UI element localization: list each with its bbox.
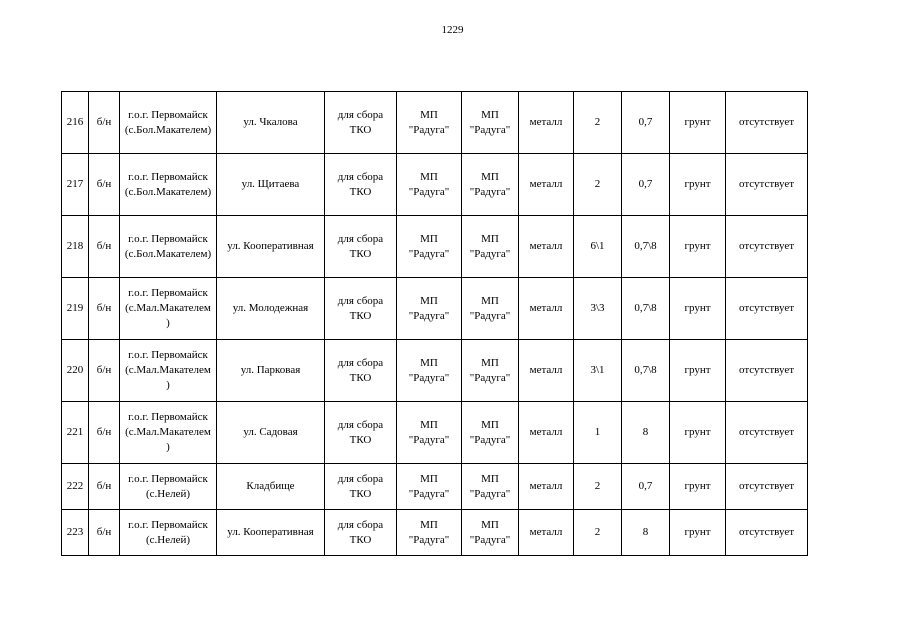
purpose-line-2: ТКО bbox=[349, 533, 372, 546]
purpose-line-1: для сбора bbox=[337, 472, 384, 485]
owner-cell bbox=[397, 154, 462, 216]
surface-cell bbox=[670, 154, 726, 216]
owner-line-1: МП bbox=[420, 232, 438, 245]
container-material: металл bbox=[529, 178, 563, 190]
table-row bbox=[62, 92, 808, 154]
fence-cell bbox=[726, 278, 808, 340]
volume-cell bbox=[622, 402, 670, 464]
street-name: ул. Чкалова bbox=[243, 116, 298, 128]
operator-line-1: МП bbox=[481, 418, 499, 431]
container-material: металл bbox=[529, 526, 563, 538]
container-count: 2 bbox=[594, 116, 601, 128]
district-cell bbox=[120, 510, 217, 556]
registry-number-cell bbox=[89, 510, 120, 556]
street-cell bbox=[217, 278, 325, 340]
material-cell bbox=[519, 154, 574, 216]
purpose-cell bbox=[325, 402, 397, 464]
count-cell bbox=[574, 216, 622, 278]
owner-line-2: "Радуга" bbox=[408, 123, 450, 136]
surface-cell bbox=[670, 464, 726, 510]
container-volume: 8 bbox=[642, 526, 649, 538]
owner-line-1: МП bbox=[420, 108, 438, 121]
operator-line-2: "Радуга" bbox=[469, 309, 511, 322]
operator-line-2: "Радуга" bbox=[469, 371, 511, 384]
registry-number: б/н bbox=[96, 240, 112, 252]
volume-cell bbox=[622, 510, 670, 556]
purpose-line-2: ТКО bbox=[349, 123, 372, 136]
surface-type: грунт bbox=[684, 302, 711, 314]
owner-cell bbox=[397, 402, 462, 464]
volume-cell bbox=[622, 278, 670, 340]
owner-cell bbox=[397, 340, 462, 402]
district-name: г.о.г. Первомайск bbox=[128, 108, 208, 121]
table-row bbox=[62, 402, 808, 464]
operator-cell bbox=[462, 402, 519, 464]
owner-line-2: "Радуга" bbox=[408, 309, 450, 322]
street-name: Кладбище bbox=[246, 480, 295, 492]
fence-status: отсутствует bbox=[738, 426, 795, 438]
district-name: г.о.г. Первомайск bbox=[128, 472, 208, 485]
fence-status: отсутствует bbox=[738, 364, 795, 376]
village-name: (с.Мал.Макателем bbox=[125, 426, 211, 438]
fence-cell bbox=[726, 402, 808, 464]
district-cell bbox=[120, 464, 217, 510]
district-cell bbox=[120, 92, 217, 154]
owner-cell bbox=[397, 464, 462, 510]
container-volume: 0,7\8 bbox=[634, 364, 657, 376]
operator-line-2: "Радуга" bbox=[469, 185, 511, 198]
fence-cell bbox=[726, 216, 808, 278]
container-volume: 0,7 bbox=[638, 178, 653, 190]
container-count: 2 bbox=[594, 178, 601, 190]
fence-status: отсутствует bbox=[738, 240, 795, 252]
operator-cell bbox=[462, 216, 519, 278]
registry-number: б/н bbox=[96, 480, 112, 492]
registry-number: б/н bbox=[96, 178, 112, 190]
purpose-line-2: ТКО bbox=[349, 185, 372, 198]
fence-cell bbox=[726, 340, 808, 402]
container-material: металл bbox=[529, 302, 563, 314]
operator-line-1: МП bbox=[481, 170, 499, 183]
table-row bbox=[62, 464, 808, 510]
row-number: 219 bbox=[66, 302, 84, 314]
row-number: 222 bbox=[66, 480, 84, 492]
surface-cell bbox=[670, 510, 726, 556]
owner-line-1: МП bbox=[420, 170, 438, 183]
row-number-cell bbox=[62, 278, 89, 340]
fence-status: отсутствует bbox=[738, 302, 795, 314]
street-name: ул. Молодежная bbox=[232, 302, 309, 314]
count-cell bbox=[574, 510, 622, 556]
purpose-line-1: для сбора bbox=[337, 170, 384, 183]
village-name: (с.Нелей) bbox=[145, 533, 191, 546]
village-name: (с.Бол.Макателем) bbox=[124, 247, 212, 260]
district-name: г.о.г. Первомайск bbox=[128, 170, 208, 183]
registry-number-cell bbox=[89, 402, 120, 464]
table-row bbox=[62, 278, 808, 340]
container-count: 1 bbox=[594, 426, 601, 438]
material-cell bbox=[519, 278, 574, 340]
table-row bbox=[62, 154, 808, 216]
row-number: 223 bbox=[66, 526, 84, 538]
owner-line-2: "Радуга" bbox=[408, 487, 450, 500]
surface-cell bbox=[670, 92, 726, 154]
village-name: (с.Бол.Макателем) bbox=[124, 185, 212, 198]
village-name: (с.Нелей) bbox=[145, 487, 191, 500]
operator-line-1: МП bbox=[481, 472, 499, 485]
container-count: 3\1 bbox=[590, 364, 605, 376]
count-cell bbox=[574, 340, 622, 402]
street-cell bbox=[217, 510, 325, 556]
surface-type: грунт bbox=[684, 116, 711, 128]
volume-cell bbox=[622, 464, 670, 510]
row-number: 217 bbox=[66, 178, 84, 190]
surface-cell bbox=[670, 402, 726, 464]
count-cell bbox=[574, 154, 622, 216]
container-material: металл bbox=[529, 426, 563, 438]
owner-cell bbox=[397, 278, 462, 340]
registry-number-cell bbox=[89, 216, 120, 278]
purpose-line-2: ТКО bbox=[349, 371, 372, 384]
row-number-cell bbox=[62, 154, 89, 216]
purpose-cell bbox=[325, 92, 397, 154]
owner-line-1: МП bbox=[420, 356, 438, 369]
purpose-line-2: ТКО bbox=[349, 433, 372, 446]
table-row bbox=[62, 510, 808, 556]
operator-cell bbox=[462, 92, 519, 154]
row-number-cell bbox=[62, 92, 89, 154]
village-name: (с.Мал.Макателем bbox=[125, 364, 211, 376]
operator-line-1: МП bbox=[481, 294, 499, 307]
district-cell bbox=[120, 154, 217, 216]
surface-cell bbox=[670, 278, 726, 340]
volume-cell bbox=[622, 92, 670, 154]
operator-line-2: "Радуга" bbox=[469, 247, 511, 260]
material-cell bbox=[519, 464, 574, 510]
street-cell bbox=[217, 154, 325, 216]
registry-number-cell bbox=[89, 464, 120, 510]
fence-status: отсутствует bbox=[738, 526, 795, 538]
village-name-continued: ) bbox=[166, 317, 170, 329]
street-cell bbox=[217, 402, 325, 464]
table-row bbox=[62, 216, 808, 278]
street-name: ул. Кооперативная bbox=[227, 240, 314, 252]
purpose-line-1: для сбора bbox=[337, 108, 384, 121]
registry-number-cell bbox=[89, 278, 120, 340]
row-number-cell bbox=[62, 340, 89, 402]
street-name: ул. Кооперативная bbox=[227, 526, 314, 538]
district-cell bbox=[120, 402, 217, 464]
fence-cell bbox=[726, 154, 808, 216]
owner-cell bbox=[397, 510, 462, 556]
table-body bbox=[62, 92, 808, 556]
operator-line-2: "Радуга" bbox=[469, 433, 511, 446]
village-name: (с.Мал.Макателем bbox=[125, 302, 211, 314]
count-cell bbox=[574, 278, 622, 340]
row-number-cell bbox=[62, 402, 89, 464]
material-cell bbox=[519, 340, 574, 402]
material-cell bbox=[519, 216, 574, 278]
purpose-cell bbox=[325, 464, 397, 510]
operator-line-2: "Радуга" bbox=[469, 123, 511, 136]
count-cell bbox=[574, 464, 622, 510]
district-name: г.о.г. Первомайск bbox=[128, 287, 208, 299]
material-cell bbox=[519, 402, 574, 464]
owner-line-1: МП bbox=[420, 472, 438, 485]
material-cell bbox=[519, 510, 574, 556]
operator-line-1: МП bbox=[481, 108, 499, 121]
purpose-line-1: для сбора bbox=[337, 518, 384, 531]
district-name: г.о.г. Первомайск bbox=[128, 232, 208, 245]
district-cell bbox=[120, 216, 217, 278]
fence-cell bbox=[726, 92, 808, 154]
operator-line-1: МП bbox=[481, 518, 499, 531]
purpose-cell bbox=[325, 154, 397, 216]
table-row bbox=[62, 340, 808, 402]
container-count: 3\3 bbox=[590, 302, 605, 314]
operator-line-2: "Радуга" bbox=[469, 533, 511, 546]
surface-type: грунт bbox=[684, 480, 711, 492]
purpose-line-1: для сбора bbox=[337, 294, 384, 307]
purpose-line-2: ТКО bbox=[349, 309, 372, 322]
count-cell bbox=[574, 92, 622, 154]
purpose-line-2: ТКО bbox=[349, 487, 372, 500]
owner-line-2: "Радуга" bbox=[408, 185, 450, 198]
container-count: 6\1 bbox=[590, 240, 605, 252]
container-volume: 8 bbox=[642, 426, 649, 438]
street-name: ул. Щитаева bbox=[241, 178, 300, 190]
owner-line-2: "Радуга" bbox=[408, 247, 450, 260]
page-number: 1229 bbox=[441, 24, 464, 36]
fence-status: отсутствует bbox=[738, 178, 795, 190]
registry-number: б/н bbox=[96, 116, 112, 128]
purpose-line-1: для сбора bbox=[337, 232, 384, 245]
container-volume: 0,7\8 bbox=[634, 240, 657, 252]
purpose-line-2: ТКО bbox=[349, 247, 372, 260]
volume-cell bbox=[622, 154, 670, 216]
row-number-cell bbox=[62, 464, 89, 510]
registry-number: б/н bbox=[96, 426, 112, 438]
operator-cell bbox=[462, 464, 519, 510]
village-name-continued: ) bbox=[166, 379, 170, 391]
street-name: ул. Парковая bbox=[240, 364, 301, 376]
container-volume: 0,7\8 bbox=[634, 302, 657, 314]
surface-type: грунт bbox=[684, 364, 711, 376]
street-cell bbox=[217, 464, 325, 510]
operator-cell bbox=[462, 278, 519, 340]
surface-cell bbox=[670, 340, 726, 402]
village-name-continued: ) bbox=[166, 441, 170, 453]
row-number: 221 bbox=[66, 426, 84, 438]
owner-line-1: МП bbox=[420, 518, 438, 531]
purpose-cell bbox=[325, 510, 397, 556]
surface-type: грунт bbox=[684, 526, 711, 538]
purpose-cell bbox=[325, 216, 397, 278]
container-material: металл bbox=[529, 240, 563, 252]
container-material: металл bbox=[529, 480, 563, 492]
registry-number-cell bbox=[89, 340, 120, 402]
purpose-line-1: для сбора bbox=[337, 418, 384, 431]
owner-cell bbox=[397, 92, 462, 154]
fence-cell bbox=[726, 464, 808, 510]
surface-type: грунт bbox=[684, 426, 711, 438]
row-number: 220 bbox=[66, 364, 84, 376]
registry-number: б/н bbox=[96, 526, 112, 538]
registry-number-cell bbox=[89, 92, 120, 154]
operator-line-1: МП bbox=[481, 356, 499, 369]
operator-cell bbox=[462, 154, 519, 216]
container-material: металл bbox=[529, 364, 563, 376]
owner-line-1: МП bbox=[420, 294, 438, 307]
fence-status: отсутствует bbox=[738, 480, 795, 492]
container-count: 2 bbox=[594, 526, 601, 538]
count-cell bbox=[574, 402, 622, 464]
owner-line-2: "Радуга" bbox=[408, 433, 450, 446]
volume-cell bbox=[622, 216, 670, 278]
purpose-cell bbox=[325, 278, 397, 340]
purpose-cell bbox=[325, 340, 397, 402]
row-number: 218 bbox=[66, 240, 84, 252]
street-name: ул. Садовая bbox=[243, 426, 298, 438]
owner-line-2: "Радуга" bbox=[408, 371, 450, 384]
village-name: (с.Бол.Макателем) bbox=[124, 123, 212, 136]
surface-type: грунт bbox=[684, 240, 711, 252]
owner-line-2: "Радуга" bbox=[408, 533, 450, 546]
fence-status: отсутствует bbox=[738, 116, 795, 128]
street-cell bbox=[217, 92, 325, 154]
registry-number-cell bbox=[89, 154, 120, 216]
waste-sites-table bbox=[61, 91, 808, 556]
district-name: г.о.г. Первомайск bbox=[128, 411, 208, 423]
purpose-line-1: для сбора bbox=[337, 356, 384, 369]
container-volume: 0,7 bbox=[638, 116, 653, 128]
district-cell bbox=[120, 340, 217, 402]
owner-cell bbox=[397, 216, 462, 278]
container-count: 2 bbox=[594, 480, 601, 492]
operator-line-2: "Радуга" bbox=[469, 487, 511, 500]
operator-cell bbox=[462, 340, 519, 402]
row-number: 216 bbox=[66, 116, 84, 128]
surface-cell bbox=[670, 216, 726, 278]
surface-type: грунт bbox=[684, 178, 711, 190]
registry-number: б/н bbox=[96, 364, 112, 376]
owner-line-1: МП bbox=[420, 418, 438, 431]
district-name: г.о.г. Первомайск bbox=[128, 349, 208, 361]
street-cell bbox=[217, 340, 325, 402]
district-cell bbox=[120, 278, 217, 340]
registry-number: б/н bbox=[96, 302, 112, 314]
row-number-cell bbox=[62, 510, 89, 556]
operator-cell bbox=[462, 510, 519, 556]
operator-line-1: МП bbox=[481, 232, 499, 245]
container-material: металл bbox=[529, 116, 563, 128]
material-cell bbox=[519, 92, 574, 154]
street-cell bbox=[217, 216, 325, 278]
row-number-cell bbox=[62, 216, 89, 278]
district-name: г.о.г. Первомайск bbox=[128, 518, 208, 531]
container-volume: 0,7 bbox=[638, 480, 653, 492]
fence-cell bbox=[726, 510, 808, 556]
volume-cell bbox=[622, 340, 670, 402]
